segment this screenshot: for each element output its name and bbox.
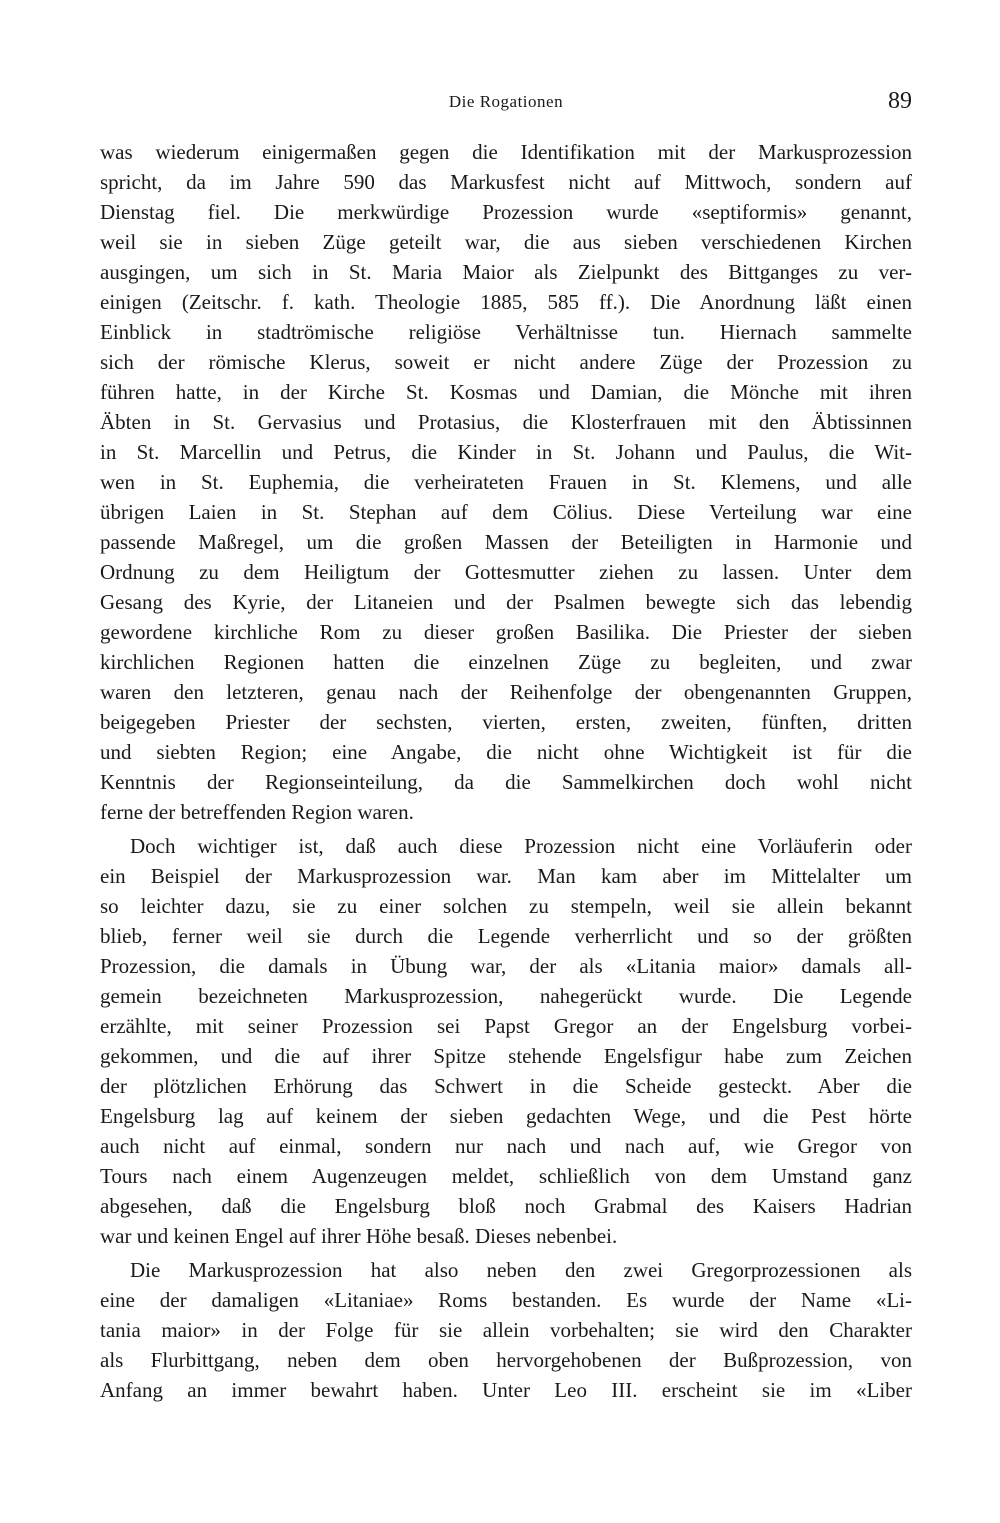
text-line: Kenntnis der Regionseinteilung, da die Sammelkirchen doch wohl nicht xyxy=(100,770,912,794)
text-line: Einblick in stadtrömische religiöse Verhältnisse tun. Hiernach sammelte xyxy=(100,320,912,344)
paragraph-last-line: ferne der betreffenden Region waren. xyxy=(100,800,414,824)
text-line: ausgingen, um sich in St. Maria Maior als Zielpunkt des Bittganges zu ver- xyxy=(100,260,912,284)
text-line: auch nicht auf einmal, sondern nur nach und nach auf, wie Gregor von xyxy=(100,1134,912,1158)
text-line: gewordene kirchliche Rom zu dieser großen Basilika. Die Priester der sieben xyxy=(100,620,912,644)
text-line: sich der römische Klerus, soweit er nicht andere Züge der Prozession zu xyxy=(100,350,912,374)
text-line: Äbten in St. Gervasius und Protasius, die Klosterfrauen mit den Äbtissinnen xyxy=(100,410,912,434)
text-line: Prozession, die damals in Übung war, der als «Litania maior» damals all- xyxy=(100,954,912,978)
text-line: Dienstag fiel. Die merkwürdige Prozession wurde «septiformis» genannt, xyxy=(100,200,912,224)
text-line: so leichter dazu, sie zu einer solchen zu stempeln, weil sie allein bekannt xyxy=(100,894,912,918)
paragraph-first-line: Doch wichtiger ist, daß auch diese Prozession nicht eine Vorläuferin oder xyxy=(130,834,912,858)
text-line: Ordnung zu dem Heiligtum der Gottesmutter ziehen zu lassen. Unter dem xyxy=(100,560,912,584)
text-line: abgesehen, daß die Engelsburg bloß noch Grabmal des Kaisers Hadrian xyxy=(100,1194,912,1218)
text-line: passende Maßregel, um die großen Massen der Beteiligten in Harmonie und xyxy=(100,530,912,554)
paragraph-last-line: war und keinen Engel auf ihrer Höhe besaß. Dieses nebenbei. xyxy=(100,1224,618,1248)
text-line: spricht, da im Jahre 590 das Markusfest nicht auf Mittwoch, sondern auf xyxy=(100,170,912,194)
text-line: wen in St. Euphemia, die verheirateten Frauen in St. Klemens, und alle xyxy=(100,470,912,494)
text-line: führen hatte, in der Kirche St. Kosmas und Damian, die Mönche mit ihren xyxy=(100,380,912,404)
paragraph-first-line: Die Markusprozession hat also neben den zwei Gregorprozessionen als xyxy=(130,1258,912,1282)
text-line: tania maior» in der Folge für sie allein vorbehalten; sie wird den Charakter xyxy=(100,1318,912,1342)
text-line: eine der damaligen «Litaniae» Roms bestanden. Es wurde der Name «Li- xyxy=(100,1288,912,1312)
text-line: Tours nach einem Augenzeugen meldet, schließlich von dem Umstand ganz xyxy=(100,1164,912,1188)
text-line: waren den letzteren, genau nach der Reihenfolge der obengenannten Gruppen, xyxy=(100,680,912,704)
text-line: was wiederum einigermaßen gegen die Identifikation mit der Markusprozession xyxy=(100,140,912,164)
text-line: erzählte, mit seiner Prozession sei Papst Gregor an der Engelsburg vorbei- xyxy=(100,1014,912,1038)
text-line: übrigen Laien in St. Stephan auf dem Cölius. Diese Verteilung war eine xyxy=(100,500,912,524)
text-line: in St. Marcellin und Petrus, die Kinder in St. Johann und Paulus, die Wit- xyxy=(100,440,912,464)
text-line: weil sie in sieben Züge geteilt war, die aus sieben verschiedenen Kirchen xyxy=(100,230,912,254)
text-line: gemein bezeichneten Markusprozession, nahegerückt wurde. Die Legende xyxy=(100,984,912,1008)
text-line: als Flurbittgang, neben dem oben hervorgehobenen der Bußprozession, von xyxy=(100,1348,912,1372)
text-line: und siebten Region; eine Angabe, die nicht ohne Wichtigkeit ist für die xyxy=(100,740,912,764)
text-line: der plötzlichen Erhörung das Schwert in die Scheide gesteckt. Aber die xyxy=(100,1074,912,1098)
text-line: blieb, ferner weil sie durch die Legende verherrlicht und so der größten xyxy=(100,924,912,948)
text-line: beigegeben Priester der sechsten, vierten, ersten, zweiten, fünften, dritten xyxy=(100,710,912,734)
text-line: Anfang an immer bewahrt haben. Unter Leo III. erscheint sie im «Liber xyxy=(100,1378,912,1402)
text-line: kirchlichen Regionen hatten die einzelnen Züge zu begleiten, und zwar xyxy=(100,650,912,674)
text-line: ein Beispiel der Markusprozession war. Man kam aber im Mittelalter um xyxy=(100,864,912,888)
text-line: Engelsburg lag auf keinem der sieben gedachten Wege, und die Pest hörte xyxy=(100,1104,912,1128)
text-line: einigen (Zeitschr. f. kath. Theologie 1885, 585 ff.). Die Anordnung läßt einen xyxy=(100,290,912,314)
page-header xyxy=(100,88,912,128)
text-line: gekommen, und die auf ihrer Spitze stehende Engelsfigur habe zum Zeichen xyxy=(100,1044,912,1068)
text-line: Gesang des Kyrie, der Litaneien und der Psalmen bewegte sich das lebendig xyxy=(100,590,912,614)
page-number: 89 xyxy=(888,88,912,114)
running-title: Die Rogationen xyxy=(448,92,564,111)
